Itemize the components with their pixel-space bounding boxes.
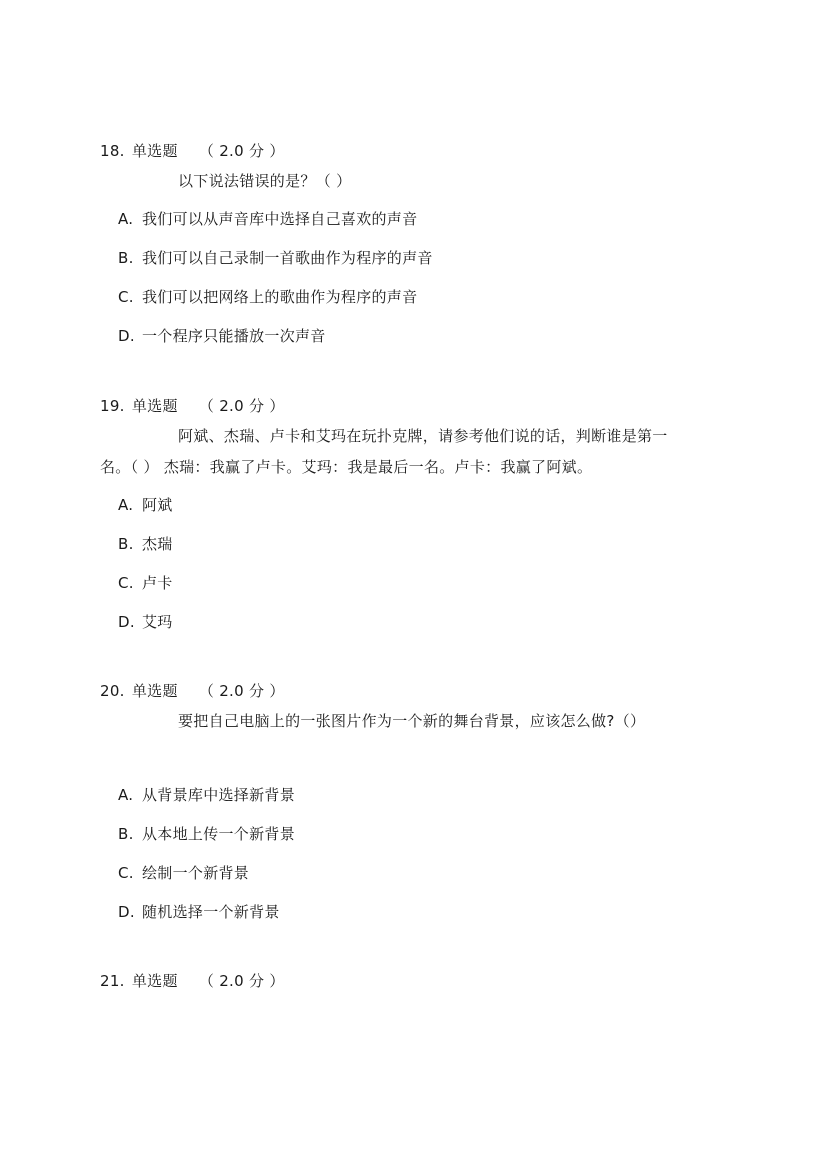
option-letter: B. (118, 535, 134, 553)
option-text: 我们可以从声音库中选择自己喜欢的声音 (142, 210, 418, 228)
option-letter: D. (118, 613, 135, 631)
option-text: 绘制一个新背景 (142, 864, 250, 882)
question-18-option-a[interactable] (118, 208, 417, 229)
option-text: 艾玛 (142, 613, 173, 631)
question-18-option-d[interactable] (118, 325, 326, 346)
question-18-stem: 以下说法错误的是？（ ） (178, 172, 352, 190)
question-type: 单选题 (131, 397, 178, 415)
question-19-header (100, 395, 285, 416)
option-letter: D. (118, 327, 135, 345)
question-21-header (100, 970, 285, 991)
question-score: （ 2.0 分 ） (198, 682, 285, 700)
option-text: 从本地上传一个新背景 (142, 825, 296, 843)
question-18-option-c[interactable] (118, 286, 417, 307)
question-19-stem-line-1: 阿斌、杰瑞、卢卡和艾玛在玩扑克牌，请参考他们说的话，判断谁是第一 (178, 427, 668, 445)
question-19-stem-line-2: 名。（ ） 杰瑞：我赢了卢卡。艾玛：我是最后一名。卢卡：我赢了阿斌。 (100, 458, 593, 476)
option-letter: C. (118, 864, 134, 882)
option-letter: C. (118, 288, 134, 306)
option-text: 我们可以自己录制一首歌曲作为程序的声音 (142, 249, 433, 267)
question-19-option-a[interactable] (118, 494, 173, 515)
option-text: 卢卡 (142, 574, 173, 592)
option-letter: D. (118, 903, 135, 921)
question-20-option-b[interactable] (118, 823, 295, 844)
option-text: 从背景库中选择新背景 (142, 786, 296, 804)
question-20-option-c[interactable] (118, 862, 249, 883)
option-text: 杰瑞 (142, 535, 173, 553)
question-20-stem: 要把自己电脑上的一张图片作为一个新的舞台背景，应该怎么做?（） (178, 712, 646, 730)
option-letter: A. (118, 786, 134, 804)
question-number: 21. (100, 972, 125, 990)
question-20-option-a[interactable] (118, 784, 295, 805)
question-20-option-d[interactable] (118, 901, 280, 922)
question-19-option-d[interactable] (118, 611, 173, 632)
question-type: 单选题 (131, 682, 178, 700)
question-number: 20. (100, 682, 125, 700)
option-text: 一个程序只能播放一次声音 (142, 327, 326, 345)
question-type: 单选题 (131, 972, 178, 990)
option-letter: C. (118, 574, 134, 592)
question-score: （ 2.0 分 ） (198, 972, 285, 990)
question-type: 单选题 (131, 142, 178, 160)
question-score: （ 2.0 分 ） (198, 397, 285, 415)
option-text: 我们可以把网络上的歌曲作为程序的声音 (142, 288, 418, 306)
question-number: 18. (100, 142, 125, 160)
option-letter: A. (118, 496, 134, 514)
question-19-option-c[interactable] (118, 572, 173, 593)
option-letter: B. (118, 825, 134, 843)
question-18-header (100, 140, 285, 161)
option-letter: B. (118, 249, 134, 267)
option-text: 随机选择一个新背景 (142, 903, 280, 921)
question-19-option-b[interactable] (118, 533, 173, 554)
question-20-header (100, 680, 285, 701)
question-18-option-b[interactable] (118, 247, 433, 268)
question-number: 19. (100, 397, 125, 415)
option-letter: A. (118, 210, 134, 228)
option-text: 阿斌 (142, 496, 173, 514)
question-score: （ 2.0 分 ） (198, 142, 285, 160)
